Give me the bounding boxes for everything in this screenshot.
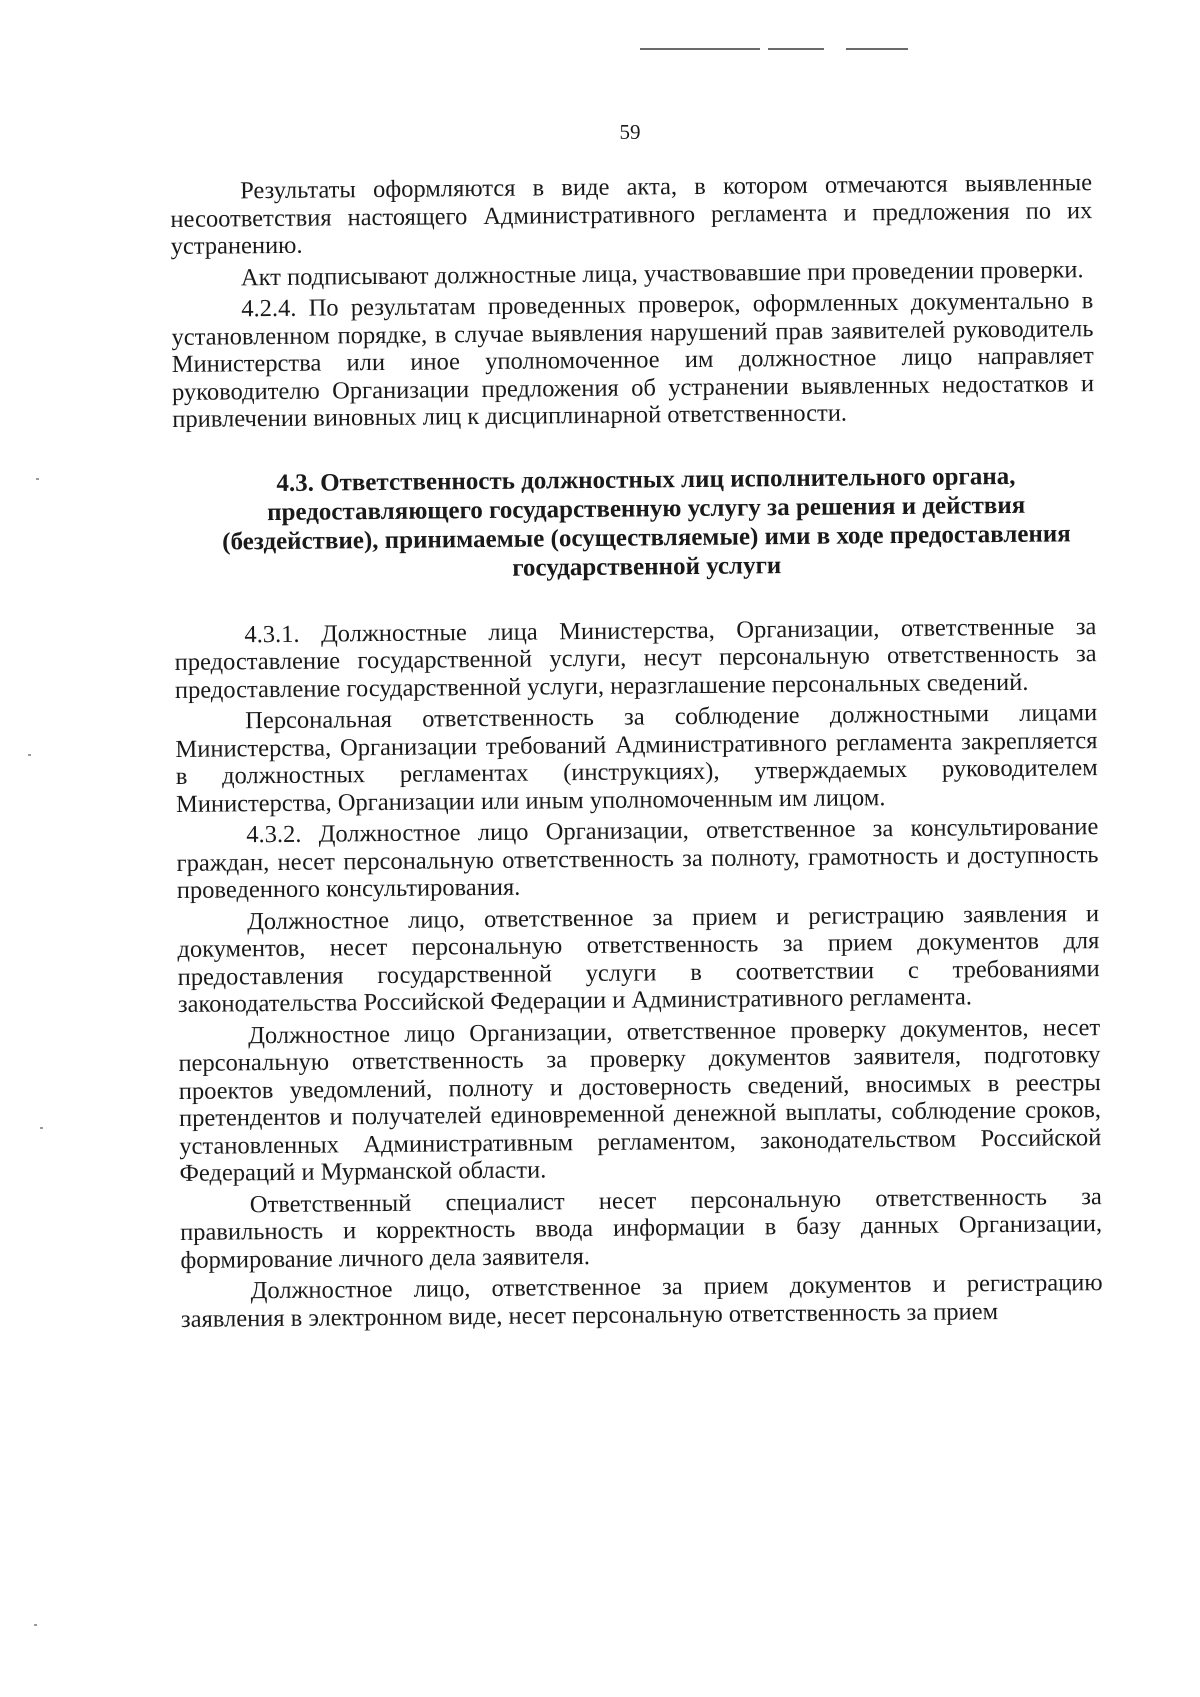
paragraph: Акт подписывают должностные лица, участвовавшие при проведении проверки.	[240, 255, 1084, 291]
paragraph: 4.3.2. Должностное лицо Организации, ответственное за консультирование граждан, несет персональную ответственность за полноту, грамотность и доступность проведенного консультирования.	[176, 813, 1099, 904]
paragraph: Персональная ответственность за соблюдение должностными лицами Министерства, Организации требований Административного регламента закрепляется в должностных регламентах (инструкциях), утверждаемых руководителем Министерства, Организации или иным уполномоченным им лицом.	[175, 699, 1098, 818]
paragraph: 4.2.4. По результатам проведенных проверок, оформленных документально в установленном порядке, в случае выявления нарушений прав заявителей руководитель Министерства или иное уполномоченное им должностное лицо направляет руководителю Организации предложения об устранении выявленных недостатков и привлечении виновных лиц к дисциплинарной ответственности.	[171, 287, 1095, 433]
header-rule	[768, 48, 824, 50]
document-body	[170, 169, 1103, 1337]
scan-speck	[28, 754, 31, 756]
paragraph: 4.3.1. Должностные лица Министерства, Организации, ответственные за предоставление государственной услуги, несут персональную ответственность за предоставление государственной услуги, неразглашение персональных сведений.	[174, 612, 1097, 704]
scan-speck	[34, 1624, 37, 1626]
paragraph: Должностное лицо, ответственное за прием документов и регистрацию заявления в электронном виде, несет персональную ответственность за прием	[180, 1269, 1103, 1333]
paragraph: Ответственный специалист несет персональную ответственность за правильность и корректность ввода информации в базу данных Организации, формирование личного дела заявителя.	[179, 1182, 1103, 1274]
header-rule	[846, 48, 908, 50]
paragraph: Должностное лицо, ответственное за прием и регистрацию заявления и документов, несет персональную ответственность за прием документов для предоставления государственной услуги в соответствии с требованиями законодательства Российской Федерации и Административного регламента.	[177, 899, 1100, 1018]
header-rule	[640, 48, 760, 50]
paragraph: Результаты оформляются в виде акта, в котором отмечаются выявленные несоответствия настоящего Административного регламента и предложения по их устранению.	[170, 169, 1093, 260]
scan-speck	[36, 478, 39, 480]
page-number: 59	[619, 120, 641, 144]
section-heading: 4.3. Ответственность должностных лиц исполнительного органа, предоставляющего государственную услугу за решения и действия (бездействие), принимаемые (осуществляемые) ими в ходе предоставления государственной услуги	[222, 462, 1071, 582]
paragraph: Должностное лицо Организации, ответственное проверку документов, несет персональную ответственность за проверку документов заявителя, подготовку проектов уведомлений, полноту и достоверность сведений, вносимых в реестры претендентов и получателей единовременной денежной выплаты, соблюдение сроков, установленных Административным регламентом, законодательством Российской Федераций и Мурманской области.	[178, 1013, 1102, 1187]
scan-speck	[40, 1127, 43, 1129]
